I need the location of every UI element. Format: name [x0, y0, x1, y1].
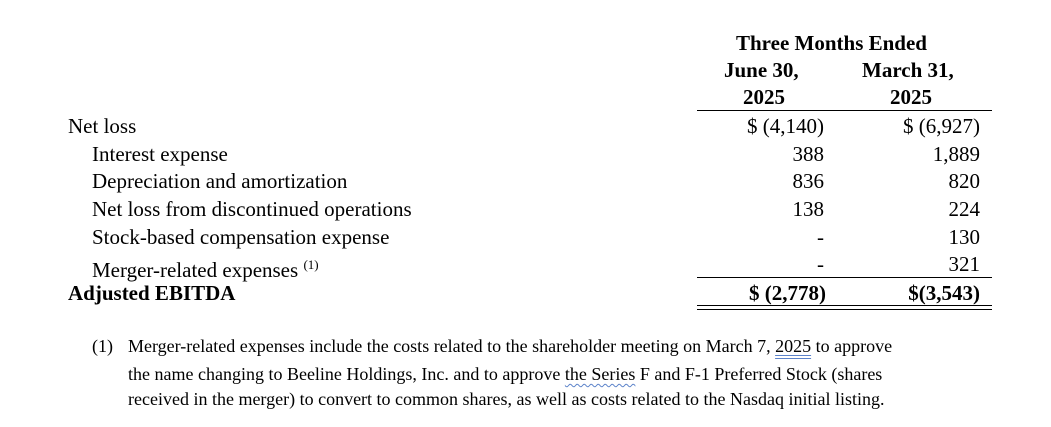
footnote-line-2: [128, 361, 882, 387]
row-label-stock-compensation: Stock-based compensation expense: [92, 225, 390, 249]
footnote-line-3: received in the merger) to convert to common shares, as well as costs related to the Nasdaq initial listing.: [128, 389, 885, 409]
footnote-line-1-a: Merger-related expenses include the costs related to the shareholder meeting on March 7,: [128, 336, 776, 356]
row-value-depreciation-q2: 836: [792, 169, 824, 193]
footnote-line-2-c: F and F-1 Preferred Stock (shares: [635, 364, 883, 384]
footnote-line-1-year: 2025: [775, 336, 812, 356]
row-value-discontinued-ops-q2: 138: [792, 197, 824, 221]
header-rule: [697, 110, 992, 111]
row-value-net-loss-q1: $ (6,927): [903, 114, 980, 138]
footnote-line-2-a: the name changing to Beeline Holdings, Inc. and to approve: [128, 364, 565, 384]
row-value-stock-compensation-q2: -: [817, 225, 824, 249]
total-label: Adjusted EBITDA: [68, 281, 236, 305]
row-label-depreciation: Depreciation and amortization: [92, 169, 348, 193]
col2-header-year: 2025: [890, 85, 932, 109]
row-value-merger-expenses-q2: -: [817, 252, 824, 276]
merger-expenses-text: Merger-related expenses: [92, 258, 299, 282]
row-value-merger-expenses-q1: 321: [948, 252, 980, 276]
footnote-marker: (1): [92, 336, 113, 356]
total-value-q1: $(3,543): [908, 281, 980, 305]
total-double-rule: [697, 305, 992, 310]
col1-header-date: June 30,: [724, 58, 799, 82]
row-value-stock-compensation-q1: 130: [948, 225, 980, 249]
footnote-line-1: [128, 333, 892, 359]
row-label-interest-expense: Interest expense: [92, 142, 228, 166]
row-value-interest-expense-q1: 1,889: [932, 142, 980, 166]
col1-header-year: 2025: [743, 85, 785, 109]
footnote-ref: (1): [303, 257, 319, 272]
subtotal-rule: [697, 277, 992, 278]
col2-header-date: March 31,: [862, 58, 954, 82]
row-value-net-loss-q2: $ (4,140): [747, 114, 824, 138]
row-value-depreciation-q1: 820: [948, 169, 980, 193]
total-value-q2: $ (2,778): [749, 281, 826, 305]
row-value-discontinued-ops-q1: 224: [948, 197, 980, 221]
footnote-line-1-c: to approve: [811, 336, 893, 356]
row-label-discontinued-ops: Net loss from discontinued operations: [92, 197, 412, 221]
period-title: Three Months Ended: [736, 31, 927, 55]
row-label-net-loss: Net loss: [68, 114, 137, 138]
row-value-interest-expense-q2: 388: [792, 142, 824, 166]
footnote-line-2-series: the Series: [564, 364, 636, 384]
